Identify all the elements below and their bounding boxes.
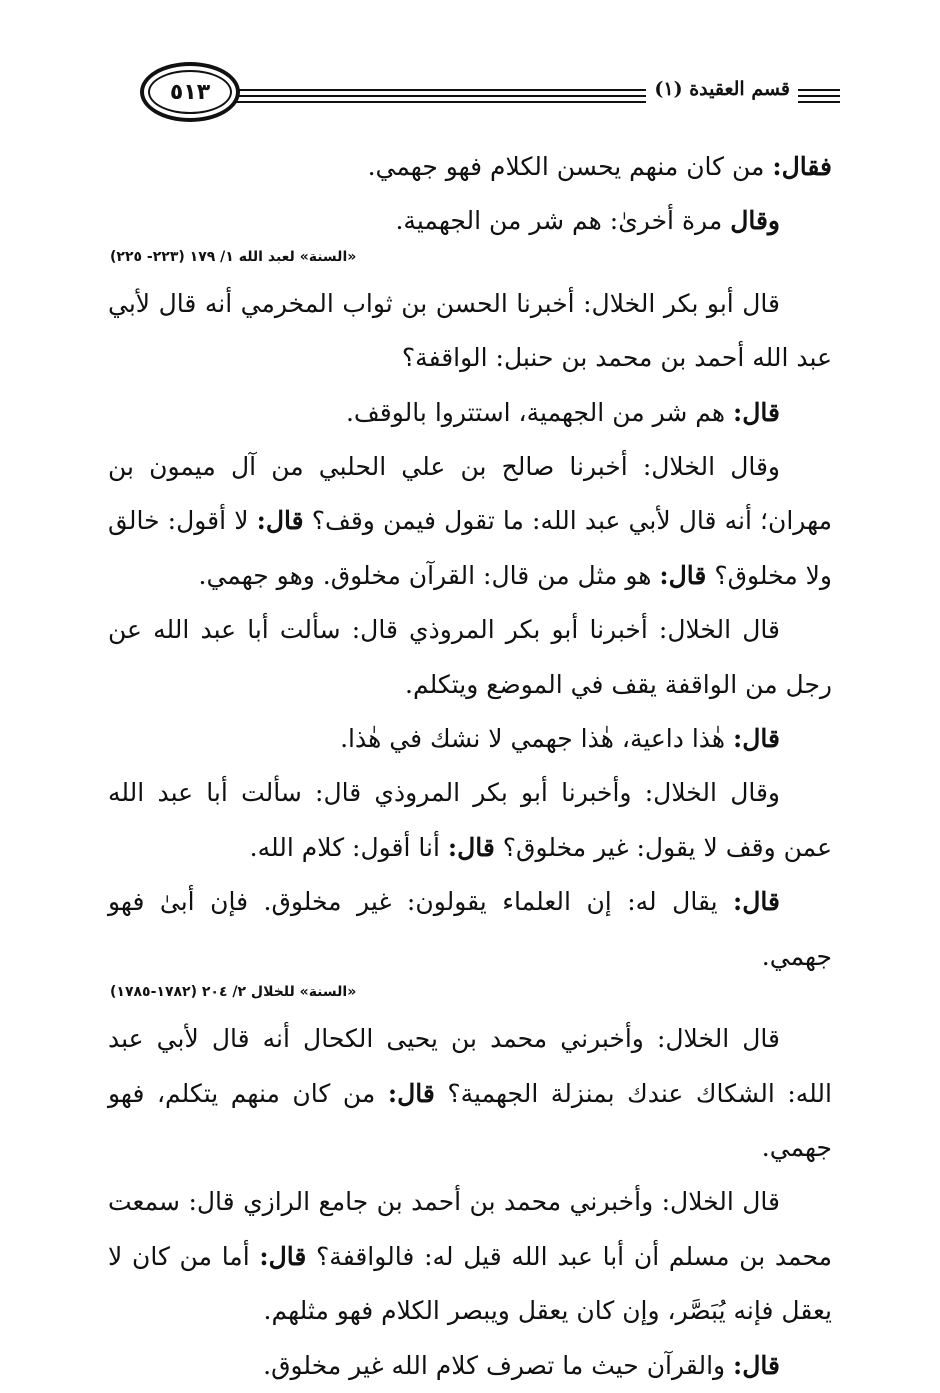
paragraph	[108, 1339, 832, 1393]
paragraph-text: أنا أقول: كلام الله.	[249, 832, 448, 862]
paragraph	[108, 140, 832, 194]
speaker-label: قال:	[659, 560, 707, 590]
section-title: قسم العقيدة (١)	[646, 73, 798, 105]
speaker-label: فقال:	[772, 152, 832, 181]
paragraph-text: والقرآن حيث ما تصرف كلام الله غير مخلوق.	[263, 1350, 734, 1380]
speaker-label: قال:	[447, 832, 495, 862]
source-citation: «السنة» للخلال ٢/ ٢٠٤ (١٧٨٢-١٧٨٥)	[110, 984, 357, 1001]
speaker-label: قال:	[733, 397, 780, 427]
speaker-label: قال:	[256, 506, 304, 536]
paragraph-text: من كان منهم يتكلم، فهو جهمي.	[108, 1078, 832, 1162]
page-content	[108, 140, 832, 1393]
page-number-oval	[140, 62, 240, 122]
speaker-label: قال:	[259, 1241, 307, 1271]
paragraph-text: أما من كان لا يعقل فإنه يُبَصَّر، وإن كان يعقل ويبصر الكلام فهو مثلهم.	[108, 1241, 832, 1326]
paragraph-text: هم شر من الجهمية، استتروا بالوقف.	[345, 397, 734, 427]
paragraph-text: هٰذا داعية، هٰذا جهمي لا نشك في هٰذا.	[340, 724, 734, 754]
paragraph	[108, 603, 832, 712]
paragraph-text: من كان منهم يحسن الكلام فهو جهمي.	[367, 152, 773, 181]
paragraph	[108, 766, 832, 875]
paragraph-text: قال أبو بكر الخلال: أخبرنا الحسن بن ثواب المخرمي أنه قال لأبي عبد الله أحمد بن محمد بن حنبل: الواقفة؟	[108, 288, 832, 373]
speaker-label: قال:	[733, 724, 780, 754]
paragraph-text: وقال الخلال: أخبرنا صالح بن علي الحلبي من آل ميمون بن مهران؛ أنه قال لأبي عبد الله: ما تقول فيمن وقف؟	[108, 452, 832, 536]
paragraph	[108, 1012, 832, 1175]
paragraph-text: قال الخلال: أخبرنا أبو بكر المروذي قال: سألت أبا عبد الله عن رجل من الواقفة يقف في الموضع ويتكلم.	[108, 615, 832, 699]
paragraph	[108, 712, 832, 766]
paragraph	[108, 1175, 832, 1338]
paragraph-text: وقال الخلال: وأخبرنا أبو بكر المروذي قال: سألت أبا عبد الله عمن وقف لا يقول: غير مخلوق؟	[108, 778, 832, 862]
paragraph-text: قال الخلال: وأخبرني محمد بن يحيى الكحال أنه قال لأبي عبد الله: الشكاك عندك بمنزلة الجهمية؟	[108, 1024, 832, 1108]
paragraph	[108, 277, 832, 386]
page-header	[100, 58, 840, 128]
speaker-label: قال:	[733, 887, 780, 917]
paragraph-text: قال الخلال: وأخبرني محمد بن أحمد بن جامع الرازي قال: سمعت محمد بن مسلم أن أبا عبد الله قيل له: فالواقفة؟	[108, 1187, 832, 1271]
paragraph-text: هو مثل من قال: القرآن مخلوق. وهو جهمي.	[198, 560, 660, 590]
speaker-label: وقال	[730, 206, 780, 236]
source-citation: «السنة» لعبد الله ١/ ١٧٩ (٢٢٣- ٢٢٥)	[110, 248, 357, 265]
paragraph-text: يقال له: إن العلماء يقولون: غير مخلوق. فإن أبىٰ فهو جهمي.	[108, 887, 832, 971]
speaker-label: قال:	[387, 1078, 435, 1108]
paragraph	[108, 440, 832, 603]
paragraph	[108, 386, 832, 440]
speaker-label: قال:	[733, 1350, 780, 1380]
paragraph-text: مرة أخرىٰ: هم شر من الجهمية.	[395, 206, 731, 236]
page-number: ٥١٣	[148, 70, 232, 114]
paragraph	[108, 875, 832, 984]
paragraph	[108, 194, 832, 248]
paragraph-text: لا أقول: خالق ولا مخلوق؟	[108, 506, 832, 590]
